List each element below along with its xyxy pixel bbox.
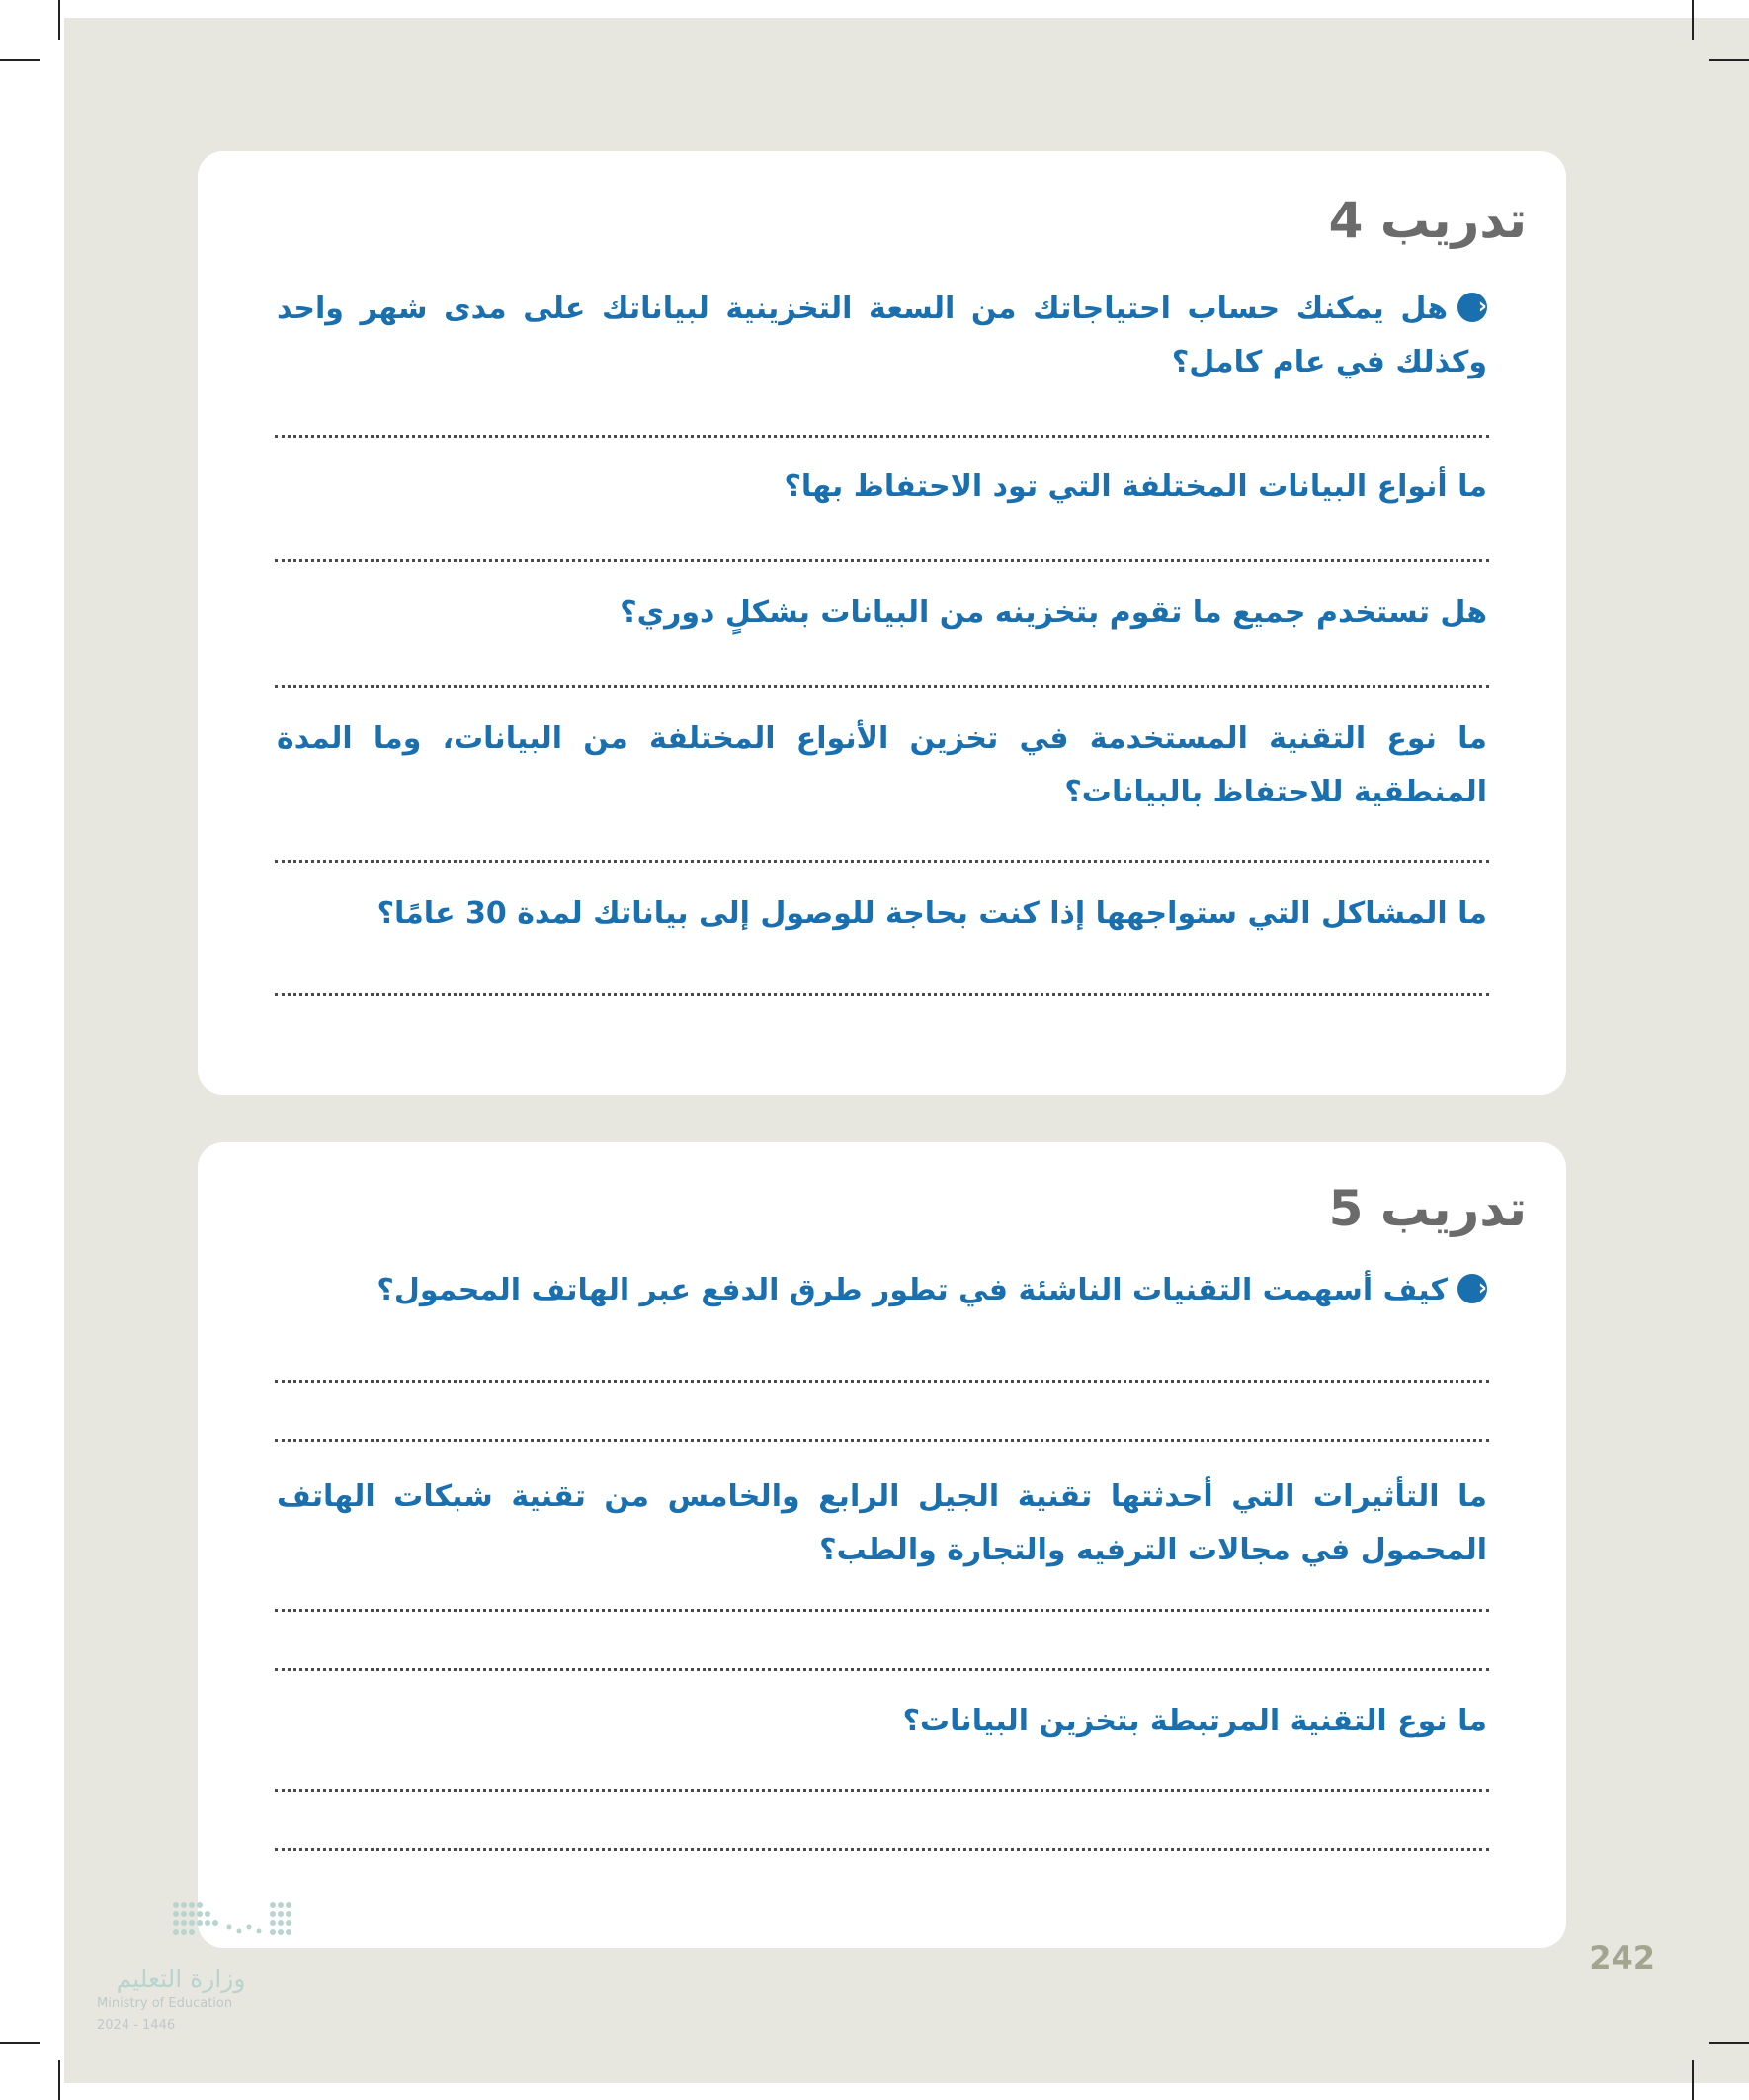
answer-line[interactable] xyxy=(275,1668,1489,1671)
ministry-logo-mark-icon xyxy=(170,1897,320,1947)
exercise-4-title: تدريب 4 xyxy=(1328,192,1527,249)
answer-line[interactable] xyxy=(275,1380,1489,1383)
exercise-4-question-4: ما نوع التقنية المستخدمة في تخزين الأنواع المختلفة من البيانات، وما المدة المنطقية للاحتفاظ بالبيانات؟ xyxy=(277,721,1487,809)
exercise-5-card xyxy=(198,1142,1566,1948)
page-number: 242 xyxy=(1589,1939,1655,1976)
exercise-4-question-2: ما أنواع البيانات المختلفة التي تود الاحتفاظ بها؟ xyxy=(784,469,1487,504)
chevron-left-circle-icon: ‹ xyxy=(1458,293,1487,322)
ministry-logo xyxy=(97,1897,285,2046)
exercise-4-question-1 xyxy=(277,283,1487,389)
exercise-5-title: تدريب 5 xyxy=(1328,1180,1527,1237)
crop-mark xyxy=(58,2060,60,2100)
answer-line[interactable] xyxy=(275,559,1489,562)
crop-mark xyxy=(1709,2042,1749,2044)
exercise-4-card xyxy=(198,151,1566,1095)
crop-mark xyxy=(1692,0,1694,40)
exercise-5-question-2: ما التأثيرات التي أحدثتها تقنية الجيل الرابع والخامس من تقنية شبكات الهاتف المحمول في مجالات الترفيه والتجارة والطب؟ xyxy=(277,1479,1487,1567)
ministry-name-english: Ministry of Education xyxy=(97,1996,233,2011)
question-text: هل يمكنك حساب احتياجاتك من السعة التخزينية لبياناتك على مدى شهر واحد وكذلك في عام كامل؟ xyxy=(277,292,1487,379)
crop-mark xyxy=(1692,2060,1694,2100)
exercise-4-question-3: هل تستخدم جميع ما تقوم بتخزينه من البيانات بشكلٍ دوري؟ xyxy=(620,595,1487,630)
answer-line[interactable] xyxy=(275,1789,1489,1792)
crop-mark xyxy=(0,2042,40,2044)
answer-line[interactable] xyxy=(275,993,1489,996)
answer-line[interactable] xyxy=(275,1609,1489,1612)
chevron-left-circle-icon: ‹ xyxy=(1458,1274,1487,1303)
answer-line[interactable] xyxy=(275,1848,1489,1851)
question-text: كيف أسهمت التقنيات الناشئة في تطور طرق الدفع عبر الهاتف المحمول؟ xyxy=(376,1273,1448,1307)
answer-line[interactable] xyxy=(275,435,1489,438)
exercise-4-question-5: ما المشاكل التي ستواجهها إذا كنت بحاجة للوصول إلى بياناتك لمدة 30 عامًا؟ xyxy=(376,896,1487,931)
ministry-year: 2024 - 1446 xyxy=(97,2018,176,2033)
ministry-name-arabic: وزارة التعليم xyxy=(116,1965,246,1993)
exercise-5-question-1 xyxy=(277,1264,1487,1317)
crop-mark xyxy=(1709,59,1749,61)
exercise-5-question-3: ما نوع التقنية المرتبطة بتخزين البيانات؟ xyxy=(902,1704,1487,1738)
crop-mark xyxy=(58,0,60,40)
answer-line[interactable] xyxy=(275,685,1489,688)
answer-line[interactable] xyxy=(275,860,1489,863)
crop-mark xyxy=(0,59,40,61)
answer-line[interactable] xyxy=(275,1439,1489,1442)
